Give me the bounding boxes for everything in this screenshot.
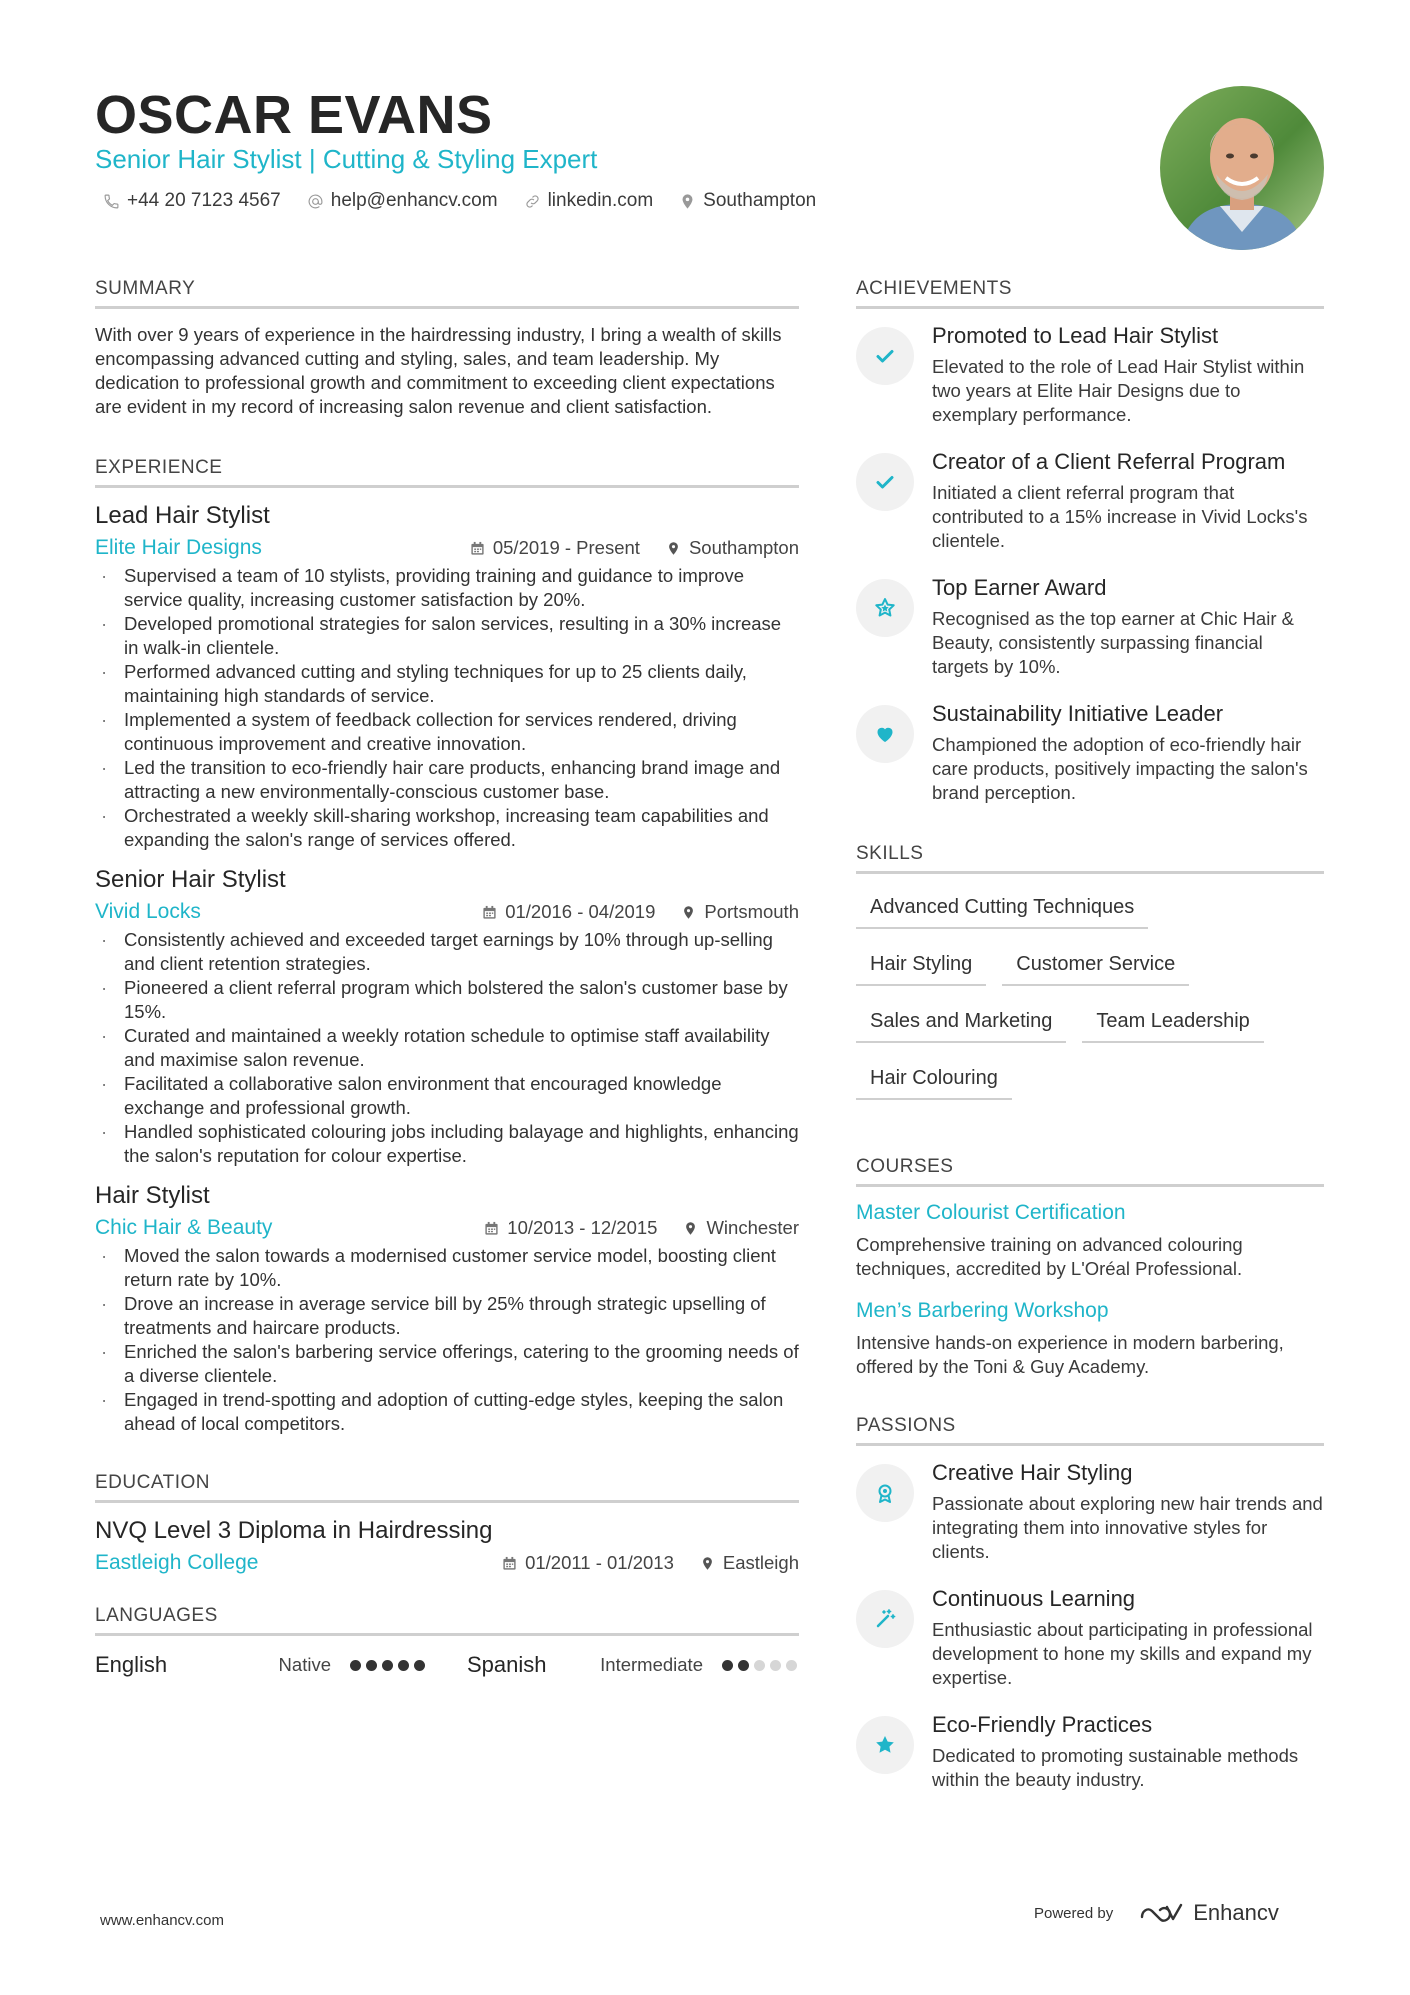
achievement-title: Promoted to Lead Hair Stylist (932, 323, 1219, 348)
achievement-icon-wrap (856, 705, 914, 763)
calendar-icon (502, 1556, 517, 1571)
rating-dot (350, 1660, 361, 1671)
passion-body (932, 1586, 1324, 1690)
job-meta-right (482, 901, 799, 923)
skills-heading: SKILLS (856, 843, 1324, 874)
passion-title: Creative Hair Styling (932, 1460, 1133, 1485)
bullet-item: · Engaged in trend-spotting and adoption of cutting-edge styles, keeping the salon ahead of local competitors. (95, 1388, 799, 1436)
achievement-body (932, 701, 1324, 805)
rating-dot (366, 1660, 377, 1671)
language-item (95, 1652, 425, 1678)
job-bullets (95, 564, 799, 852)
job-title: Hair Stylist (95, 1182, 210, 1209)
rating-dot (786, 1660, 797, 1671)
passion-desc: Passionate about exploring new hair trends and integrating them into innovative styles for clients. (932, 1493, 1323, 1562)
summary-heading: SUMMARY (95, 278, 799, 309)
education-entry (95, 1517, 799, 1575)
achievement-title: Top Earner Award (932, 575, 1107, 600)
job-meta-right (470, 537, 799, 559)
skill-tag: Team Leadership (1082, 1002, 1263, 1043)
calendar-icon (484, 1221, 499, 1236)
bullet-item: · Curated and maintained a weekly rotation schedule to optimise staff availability and maximise salon revenue. (95, 1024, 799, 1072)
bullet-item: · Developed promotional strategies for salon services, resulting in a 30% increase in walk-in clientele. (95, 612, 799, 660)
bullet-item: · Moved the salon towards a modernised customer service model, boosting client return rate by 10%. (95, 1244, 799, 1292)
achievement-icon-wrap (856, 327, 914, 385)
job-dates: 10/2013 - 12/2015 (507, 1217, 658, 1238)
award-icon (873, 1481, 897, 1505)
language-name: Spanish (467, 1652, 547, 1677)
powered-by-text: Powered by (1034, 1904, 1114, 1922)
company-name: Chic Hair & Beauty (95, 1216, 273, 1239)
bullet-item: · Orchestrated a weekly skill-sharing workshop, increasing team capabilities and expanding the salon's range of services offered. (95, 804, 799, 852)
passion-desc: Dedicated to promoting sustainable methods within the beauty industry. (932, 1745, 1299, 1790)
contact-linkedin-text: linkedin.com (547, 190, 654, 211)
course-item (856, 1201, 1324, 1281)
job-title: Lead Hair Stylist (95, 502, 270, 529)
job-location-wrap (683, 1217, 799, 1239)
job-meta-right (484, 1217, 799, 1239)
job-location: Winchester (706, 1217, 799, 1238)
achievement-title: Creator of a Client Referral Program (932, 449, 1286, 474)
achievement-item (856, 575, 1324, 679)
job-meta (95, 1216, 799, 1240)
education-location-wrap (700, 1552, 799, 1574)
contact-location-text: Southampton (703, 190, 817, 211)
job-bullets (95, 1244, 799, 1436)
job-location: Southampton (688, 537, 799, 558)
education-heading: EDUCATION (95, 1472, 799, 1503)
language-rating (345, 1660, 425, 1671)
bullet-item: · Led the transition to eco-friendly hair care products, enhancing brand image and attracting a new environmentally-conscious customer base. (95, 756, 799, 804)
rating-dot (382, 1660, 393, 1671)
education-dates: 01/2011 - 01/2013 (525, 1552, 674, 1573)
language-item (467, 1652, 797, 1678)
bullet-item: · Pioneered a client referral program which bolstered the salon's customer base by 15%. (95, 976, 799, 1024)
passion-body (932, 1712, 1324, 1792)
bullet-item: · Consistently achieved and exceeded target earnings by 10% through up-selling and client retention strategies. (95, 928, 799, 976)
education-location: Eastleigh (722, 1552, 799, 1573)
course-item (856, 1299, 1324, 1379)
rating-dot (722, 1660, 733, 1671)
job-entry (95, 1182, 799, 1436)
contact-linkedin[interactable] (524, 190, 654, 212)
job-title: Senior Hair Stylist (95, 866, 286, 893)
link-icon (524, 193, 541, 210)
bullet-item: · Facilitated a collaborative salon environment that encouraged knowledge exchange and professional growth. (95, 1072, 799, 1120)
achievement-item (856, 701, 1324, 805)
course-title: Master Colourist Certification (856, 1201, 1126, 1224)
achievement-body (932, 575, 1324, 679)
course-desc: Comprehensive training on advanced colouring techniques, accredited by L'Oréal Professional. (856, 1234, 1243, 1279)
contact-location (679, 190, 816, 212)
phone-icon (103, 193, 120, 210)
passion-icon-wrap (856, 1464, 914, 1522)
star-outline-icon (873, 596, 897, 620)
passion-title: Continuous Learning (932, 1586, 1136, 1611)
contact-email-text: help@enhancv.com (330, 190, 498, 211)
experience-heading: EXPERIENCE (95, 457, 799, 488)
passion-body (932, 1460, 1324, 1564)
left-column (95, 278, 799, 1678)
job-dates: 05/2019 - Present (492, 537, 640, 558)
achievement-icon-wrap (856, 579, 914, 637)
achievement-item (856, 323, 1324, 427)
brand-name: Enhancv (1193, 1900, 1279, 1925)
passion-item (856, 1586, 1324, 1690)
achievement-item (856, 449, 1324, 553)
skill-tag: Customer Service (1002, 945, 1189, 986)
job-entry (95, 502, 799, 852)
courses-heading: COURSES (856, 1156, 1324, 1187)
check-icon (873, 470, 897, 494)
rating-dot (414, 1660, 425, 1671)
school-name: Eastleigh College (95, 1551, 259, 1574)
check-icon (873, 344, 897, 368)
footer-branding (1034, 1900, 1279, 1926)
education-meta-right (502, 1552, 799, 1574)
degree-title: NVQ Level 3 Diploma in Hairdressing (95, 1517, 493, 1544)
job-bullets (95, 928, 799, 1168)
location-icon (683, 1221, 698, 1236)
passions-heading: PASSIONS (856, 1415, 1324, 1446)
achievement-desc: Initiated a client referral program that contributed to a 15% increase in Vivid Locks's clientele. (932, 482, 1308, 551)
contact-phone-text: +44 20 7123 4567 (127, 190, 281, 211)
job-dates: 01/2016 - 04/2019 (505, 901, 656, 922)
enhancv-logo-icon (1139, 1901, 1185, 1925)
skill-tag: Advanced Cutting Techniques (856, 888, 1148, 929)
location-icon (681, 905, 696, 920)
course-title: Men’s Barbering Workshop (856, 1299, 1109, 1322)
language-level: Intermediate (600, 1654, 703, 1675)
company-name: Elite Hair Designs (95, 536, 262, 559)
rating-dot (738, 1660, 749, 1671)
summary-text: With over 9 years of experience in the hairdressing industry, I bring a wealth of skills encompassing advanced cutting and styling, sales, and team leadership. My dedication to professional growth and commitment to exceeding client expectations are evident in my record of increasing salon revenue and client satisfaction. (95, 324, 782, 417)
skill-tag: Hair Styling (856, 945, 986, 986)
location-icon (666, 541, 681, 556)
right-column (856, 278, 1324, 1814)
at-icon (307, 193, 324, 210)
calendar-icon (482, 905, 497, 920)
bullet-item: · Implemented a system of feedback collection for services rendered, driving continuous improvement and creative innovation. (95, 708, 799, 756)
footer-website[interactable]: www.enhancv.com (100, 1912, 224, 1929)
skill-tag: Sales and Marketing (856, 1002, 1066, 1043)
rating-dot (398, 1660, 409, 1671)
achievement-desc: Recognised as the top earner at Chic Hair & Beauty, consistently surpassing financial targets by 10%. (932, 608, 1294, 677)
skills-list (856, 888, 1324, 1116)
bullet-item: · Enriched the salon's barbering service offerings, catering to the grooming needs of a diverse clientele. (95, 1340, 799, 1388)
bullet-item: · Supervised a team of 10 stylists, providing training and guidance to improve service quality, increasing customer satisfaction by 20%. (95, 564, 799, 612)
achievement-desc: Elevated to the role of Lead Hair Stylist within two years at Elite Hair Designs due to exemplary performance. (932, 356, 1305, 425)
job-location: Portsmouth (704, 901, 799, 922)
skill-tag: Hair Colouring (856, 1059, 1012, 1100)
course-desc: Intensive hands-on experience in modern barbering, offered by the Toni & Guy Academy. (856, 1332, 1284, 1377)
achievement-icon-wrap (856, 453, 914, 511)
profile-photo (1160, 86, 1324, 250)
location-icon (679, 193, 696, 210)
company-name: Vivid Locks (95, 900, 201, 923)
achievement-body (932, 323, 1324, 427)
passion-desc: Enthusiastic about participating in professional development to hone my skills and expand my expertise. (932, 1619, 1313, 1688)
bullet-item: · Drove an increase in average service bill by 25% through strategic upselling of treatments and haircare products. (95, 1292, 799, 1340)
language-level: Native (278, 1654, 331, 1675)
language-name: English (95, 1652, 168, 1677)
bullet-item: · Performed advanced cutting and styling techniques for up to 25 clients daily, maintaining high standards of service. (95, 660, 799, 708)
rating-dot (770, 1660, 781, 1671)
passion-item (856, 1712, 1324, 1792)
bullet-item: · Handled sophisticated colouring jobs including balayage and highlights, enhancing the salon's reputation for colour expertise. (95, 1120, 799, 1168)
job-location-wrap (681, 901, 799, 923)
contact-bar (103, 190, 842, 212)
job-entry (95, 866, 799, 1168)
languages-heading: LANGUAGES (95, 1605, 799, 1636)
job-meta (95, 536, 799, 560)
star-icon (873, 1733, 897, 1757)
rating-dot (754, 1660, 765, 1671)
passion-title: Eco-Friendly Practices (932, 1712, 1153, 1737)
location-icon (700, 1556, 715, 1571)
calendar-icon (470, 541, 485, 556)
achievements-heading: ACHIEVEMENTS (856, 278, 1324, 309)
passion-item (856, 1460, 1324, 1564)
candidate-title: Senior Hair Stylist | Cutting & Styling Expert (95, 144, 598, 174)
job-location-wrap (666, 537, 799, 559)
brand-logo[interactable] (1139, 1900, 1279, 1926)
contact-phone[interactable] (103, 190, 281, 212)
language-rating (717, 1660, 797, 1671)
achievement-desc: Championed the adoption of eco-friendly hair care products, positively impacting the salon's brand perception. (932, 734, 1308, 803)
contact-email[interactable] (307, 190, 498, 212)
passion-icon-wrap (856, 1716, 914, 1774)
languages-row (95, 1652, 799, 1678)
job-meta (95, 900, 799, 924)
heart-icon (873, 722, 897, 746)
achievement-body (932, 449, 1324, 553)
achievement-title: Sustainability Initiative Leader (932, 701, 1224, 726)
magic-wand-icon (873, 1607, 897, 1631)
candidate-name: OSCAR EVANS (95, 85, 493, 145)
passion-icon-wrap (856, 1590, 914, 1648)
education-meta (95, 1551, 799, 1575)
